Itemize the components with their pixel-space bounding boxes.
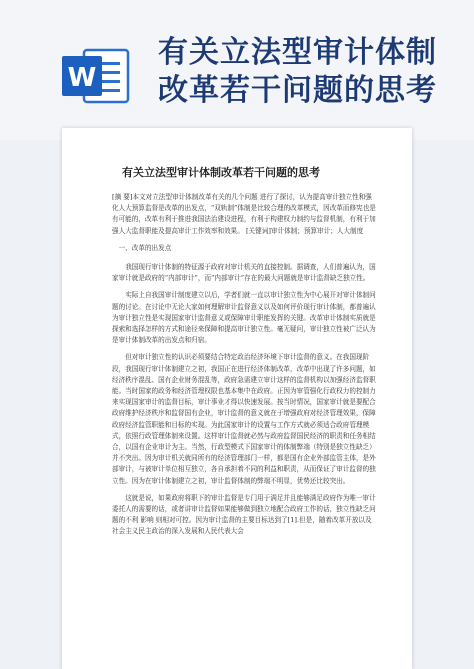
- header-banner: [0, 0, 474, 140]
- abstract-paragraph: [摘 要]本文对立法型审计体制改革有关的几个问题 进行了探讨，认为提高审计独立性和强化人大预算监督是改革的出发点，“双轨制”体制是比较合理的改革模式，因改革而修宪也是有可能的，改革有利于推进我国法治建设进程，有利于构建权力制约与监督机制，有利于加强人大监督职能及提高审计工作效率和效果。 [关键词]审计体制；预算审计；人大制度: [112, 193, 376, 235]
- document-page: [62, 128, 412, 669]
- document-title: 有关立法型审计体制改革若干问题的思考: [122, 166, 320, 179]
- body-paragraph: 我国现行审计体制的特征源于政府对审计机关的直接控制。据调查，人们普遍认为，国家审计就是政府的“内部审计”，而“内部审计”存在的最大问题就是审计监督缺乏独立性。: [112, 263, 376, 283]
- word-icon-letter: W: [67, 63, 97, 93]
- body-paragraph: 这就是说，如果政府将职下的审计监督是专门用于满足并且能够满足政府作为唯一审计委托人的需要的话，或者讲审计监督如果能够做到独立地配合政府工作的话，独立性缺乏问题的不利 影响 则相对可控。因为审计监督的主要目标达到了[1].但是，随着改革开放以及社会主义民主政治的深入发展和人民代表大会: [112, 493, 376, 536]
- banner-title: 有关立法型审计体制改革若干问题的思考: [158, 35, 437, 108]
- word-document-icon: [62, 44, 130, 108]
- section-heading: 一、改革的出发点: [118, 243, 172, 252]
- body-paragraph: 但对审计独立性的认识必须要结合特定政治经济环境下审计监督的意义。在我国现阶段，我国现行审计体制建立之初，我国正在进行经济体制改革，改革中出现了许多问题，如经济秩序混乱、国有企业财务混乱等，政府急需建立审计这样的监督机构以加强经济监督职能。当时国家的政务和经济管理权限也基本集中在政府。正因为审管强化行政权力的控制力来实现国家审计的监督目标，审计事业才得以快速发展。按当时情况，国家审计就是要配合政府维护经济秩序和监督国有企业，审计监督的意义就在于增强政府对经济管理效果，保障政府经济监管职能和目标的实现。为此国家审计的设置与工作方式就必须适合政府管理模式，依照行政管理体制来设置。这样审计监督就必然与政府监督国民经济的职责和任务相结合，以国有企业审计为主。当然，行政型模式下国家审计的体制弊端（特别是独立性缺乏）并不突出。因为审计机关就同所有的经济管理部门一样，都是国有企业外部监管主体，是外部审计，与被审计单位相互独立，各自承担着不同的利益和职责，从而保证了审计监督的独立性。因为在审计体制建立之初，审计监督体制的弊端不明显，优势还比较突出。: [112, 353, 376, 485]
- body-paragraph: 实际上自我国审计制度建立以后，学者们就一直以审计独立性为中心展开对审计体制问题的讨论。在讨论中无论大家如何理解审计监督意义以及如何评价现行审计体制，都普遍认为审计独立性是实现国家审计监督意义或保障审计职能发挥的关键。改革审计体制实质就是探索和选择怎样的方式和途径来保障和提高审计独立性。毫无疑问，审计独立性被广泛认为是审计体制改革的出发点和归宿。: [112, 291, 376, 345]
- document-body: [112, 192, 378, 544]
